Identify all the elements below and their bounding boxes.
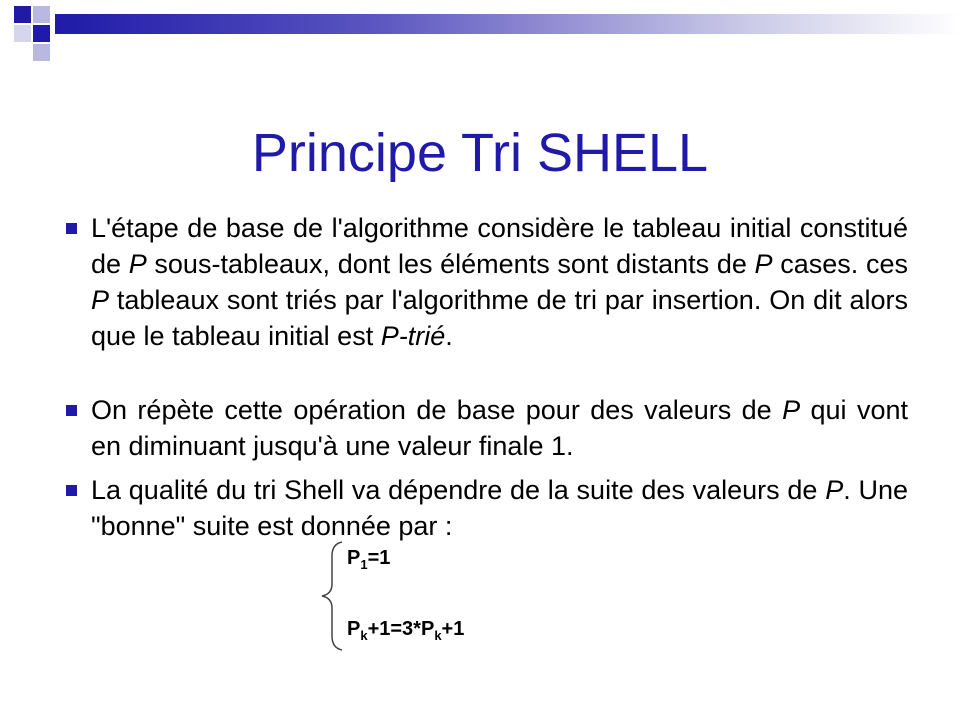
- bullet-text-run: P-trié: [380, 321, 446, 351]
- bullet-marker: [66, 405, 77, 416]
- bullet-text: [91, 472, 908, 544]
- decor-square-4: [14, 25, 31, 42]
- bullet-text-run: P: [782, 395, 801, 425]
- bullet-text-run: On répète cette opération de base pour des valeurs de: [91, 395, 783, 425]
- bullet-text-run: sous-tableaux, dont les éléments sont distants de: [146, 249, 755, 279]
- slide-title: Principe Tri SHELL: [251, 123, 709, 183]
- bullet-text-run: cases. ces: [772, 249, 908, 279]
- bullet-1: [66, 210, 908, 354]
- bullet-text: [91, 210, 908, 354]
- bullet-text-run: P: [128, 249, 147, 279]
- curly-brace-icon: [318, 540, 344, 652]
- bullet-text-run: qui vont en diminuant jusqu'à une valeur finale 1.: [91, 395, 908, 461]
- bullet-text-run: .: [445, 321, 453, 351]
- decor-square-5: [33, 44, 50, 61]
- decor-square-2: [33, 6, 50, 23]
- bullet-text-run: L'étape de base de l'algorithme considère le tableau initial constitué de: [91, 213, 908, 279]
- bullet-text-run: . Une "bonne" suite est donnée par :: [91, 475, 908, 541]
- bullet-marker: [66, 485, 77, 496]
- bullet-text-run: P: [825, 475, 844, 505]
- decor-square-1: [14, 6, 31, 23]
- formula-line-1: $P_1=1$: [347, 547, 391, 572]
- bullet-2: [66, 392, 908, 464]
- bullet-3: [66, 472, 908, 544]
- bullet-text-run: La qualité du tri Shell va dépendre de la suite des valeurs de: [91, 475, 826, 505]
- bullet-text-run: P: [754, 249, 773, 279]
- bullet-marker: [66, 223, 77, 234]
- formula-line-2: $P_k+1=3*P_k+1$: [347, 618, 465, 643]
- bullet-text-run: P: [91, 285, 110, 315]
- decor-square-3: [33, 25, 50, 42]
- header-gradient-bar: [55, 14, 960, 34]
- bullet-text: [91, 392, 908, 464]
- bullet-text-run: tableaux sont triés par l'algorithme de tri par insertion. On dit alors que le tableau initial est: [91, 285, 908, 351]
